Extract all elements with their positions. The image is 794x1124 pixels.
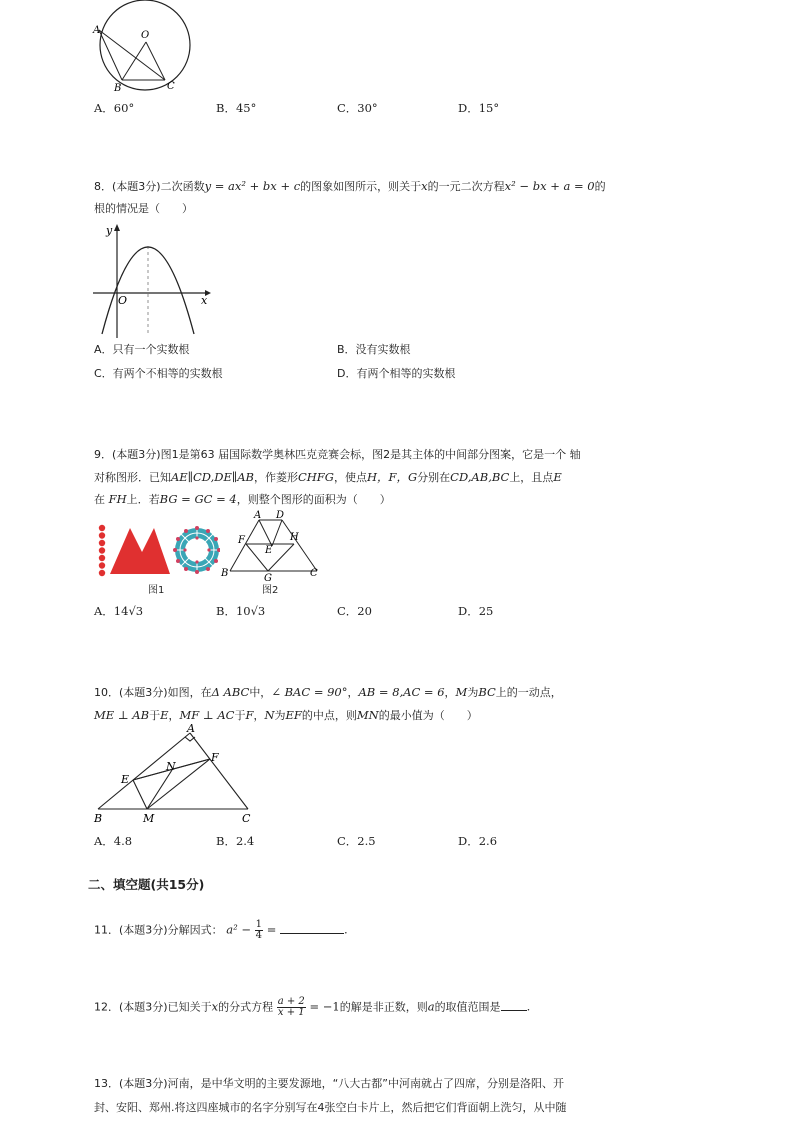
q10-triangle-figure: [90, 724, 260, 826]
q12-answer-blank[interactable]: [501, 1010, 527, 1011]
q10-label-e: E: [121, 773, 130, 786]
q12-stem: [94, 997, 530, 1018]
q9-label-d: D: [276, 510, 285, 521]
q8-stem-line2: 根的情况是（ ）: [94, 202, 193, 215]
q10-l2f: 于: [234, 709, 246, 722]
q11-expr: a² −: [226, 922, 251, 937]
q8-option-c: C．有两个不相等的实数根: [94, 367, 223, 380]
q7-label-a: A: [93, 25, 101, 36]
q10-l2a: ME ⊥ AB: [94, 708, 150, 722]
q10-option-a: A．4.8: [94, 834, 133, 848]
q12-tail: 的取值范围是: [434, 1000, 501, 1014]
q9-l2a: 对称图形．已知: [94, 471, 171, 484]
q9-label-b: B: [221, 568, 229, 579]
q10-l1e: ，: [347, 686, 359, 699]
q10-l2e: MF ⊥ AC: [179, 708, 235, 722]
q12-mid2: 的解是非正数，则: [339, 1000, 428, 1014]
q9-l2f: H，F，G: [366, 470, 418, 484]
q8-stem-line1: [94, 179, 606, 194]
q10-label-b: B: [94, 812, 103, 825]
q12-rhs: = −1: [309, 999, 340, 1014]
q10-label-m: M: [143, 812, 155, 825]
q10-l2m: MN: [356, 708, 379, 722]
q10-option-c: C．2.5: [337, 834, 376, 848]
q11-answer-blank[interactable]: [280, 933, 344, 934]
q9-l2g: 分别在: [417, 471, 451, 484]
q11-eq: =: [266, 922, 277, 937]
q9-l3a: 在: [94, 493, 105, 506]
q9-stem-line3: [94, 492, 391, 507]
q12-var2: a: [427, 999, 435, 1014]
q10-side-ab: [98, 733, 190, 809]
q10-l2k: EF: [285, 708, 302, 722]
q10-l2d: ，: [168, 709, 180, 722]
q8-label-x: x: [201, 294, 208, 307]
q12-var: x: [211, 999, 219, 1014]
q10-side-ac: [190, 733, 248, 809]
q10-l2b: 于: [149, 709, 161, 722]
q10-l2l: 的中点，则: [301, 709, 357, 722]
q9-l3d: BG = GC = 4: [159, 492, 237, 506]
q7-label-o: O: [141, 30, 150, 41]
q10-label-n: N: [166, 760, 176, 773]
q8-tail: 的: [594, 180, 606, 193]
q10-l1g: ，: [444, 686, 456, 699]
q10-l2j: 为: [274, 709, 286, 722]
q8-option-b: B．没有实数根: [337, 343, 411, 356]
q10-label-f: F: [211, 751, 219, 764]
q10-l2h: ，: [253, 709, 265, 722]
section-2-heading: 二、填空题(共15分): [88, 877, 205, 892]
q9-l2i: 上，且点: [509, 471, 554, 484]
q7-option-d: D．15°: [458, 101, 500, 115]
q9-label-f: F: [238, 535, 245, 546]
q10-l1b: Δ ABC: [211, 685, 250, 699]
q13-stem-line1: 13．(本题3分)河南，是中华文明的主要发源地，“八大古都”中河南就占了四席，分别是洛阳、开: [94, 1077, 564, 1090]
q12-fraction: [277, 997, 306, 1018]
q12-den: x + 1: [277, 1007, 305, 1018]
q9-stem-line1: 9．(本题3分)图1是第63 届国际数学奥林匹克竞赛会标，图2是其主体的中间部分图案，它是一个 轴: [94, 448, 581, 461]
q10-l1c: 中，: [249, 686, 272, 699]
q10-l1k: 上的一动点，: [495, 686, 562, 699]
q11-den: 4: [255, 930, 263, 941]
q8-mid: 的图象如图所示，则关于: [300, 180, 422, 193]
q9-red-mountains: [110, 528, 170, 574]
q8-eq1: y = ax² + bx + c: [204, 179, 301, 193]
q10-stem-line2: [94, 708, 478, 723]
q8-head: 8．(本题3分)二次函数: [94, 180, 205, 193]
q10-l2i: N: [264, 708, 275, 722]
q9-label-g: G: [264, 573, 272, 584]
q9-label-h: H: [290, 532, 299, 543]
q9-geometry-figure: [216, 508, 326, 590]
q9-l2j: E: [553, 470, 562, 484]
q9-option-d: D．25: [458, 604, 494, 618]
q8-eq2: x² − bx + a = 0: [504, 179, 595, 193]
q10-l1i: 为: [467, 686, 479, 699]
q10-l1d: ∠ BAC = 90°: [271, 685, 348, 699]
q8-option-d: D．有两个相等的实数根: [337, 367, 456, 380]
q10-label-a: A: [187, 724, 195, 735]
q10-l1h: M: [455, 685, 468, 699]
q9-l2c: ，作菱形: [253, 471, 298, 484]
q9-stem-line2: [94, 470, 562, 485]
q8-var: x: [421, 179, 428, 193]
q9-imo-logo-figure: [96, 522, 220, 584]
q9-option-a: A．14√3: [94, 604, 144, 618]
q9-l3e: ，则整个图形的面积为（ ）: [236, 493, 391, 506]
q9-label-e: E: [265, 545, 273, 556]
q7-label-b: B: [114, 83, 122, 94]
q7-label-c: C: [167, 81, 175, 92]
q7-option-c: C．30°: [337, 101, 378, 115]
q9-fig1-caption: 图1: [148, 585, 165, 596]
q10-label-c: C: [242, 812, 251, 825]
q9-option-c: C．20: [337, 604, 372, 618]
q7-circle-figure: [90, 0, 200, 95]
q10-l2c: E: [160, 708, 169, 722]
q11-stem: [94, 920, 348, 941]
q10-stem-line1: [94, 685, 562, 700]
q11-end: .: [343, 922, 348, 937]
q11-head: 11．(本题3分)分解因式：: [94, 923, 223, 937]
q9-l2e: ，使点: [333, 471, 367, 484]
q12-mid: 的分式方程: [218, 1000, 274, 1014]
q9-l3b: FH: [108, 492, 127, 506]
q9-fig2-caption: 图2: [262, 585, 279, 596]
q11-fraction: [255, 920, 263, 941]
q9-l2b: AE∥CD,DE∥AB: [171, 470, 254, 484]
q12-head: 12．(本题3分)已知关于: [94, 1000, 212, 1014]
q8-parabola-figure: [90, 222, 215, 340]
q9-l2d: CHFG: [297, 470, 334, 484]
q8-label-o: O: [118, 294, 128, 307]
q10-l1j: BC: [478, 685, 496, 699]
q7-circle: [100, 0, 190, 90]
q9-l2h: CD,AB,BC: [450, 470, 510, 484]
q11-num: 1: [255, 919, 263, 930]
q10-l1f: AB = 8,AC = 6: [358, 685, 445, 699]
q10-option-d: D．2.6: [458, 834, 498, 848]
q7-option-a: A．60°: [94, 101, 135, 115]
q8-option-a: A．只有一个实数根: [94, 343, 190, 356]
q12-end: .: [526, 999, 531, 1014]
q10-option-b: B．2.4: [216, 834, 255, 848]
q10-l2n: 的最小值为（ ）: [378, 709, 478, 722]
q7-option-b: B．45°: [216, 101, 257, 115]
q12-num: a + 2: [277, 996, 305, 1007]
q13-stem-line2: 封、安阳、郑州.将这四座城市的名字分别写在4张空白卡片上，然后把它们背面朝上洗匀，从中随: [94, 1101, 567, 1114]
q10-l2g: F: [245, 708, 254, 722]
q10-l1a: 10．(本题3分)如图，在: [94, 686, 212, 699]
q9-option-b: B．10√3: [216, 604, 266, 618]
q8-mid2: 的一元二次方程: [427, 180, 505, 193]
q8-label-y: y: [106, 224, 113, 237]
q9-l3c: 上．若: [126, 493, 160, 506]
q9-label-a: A: [254, 510, 262, 521]
q9-label-c: C: [310, 568, 318, 579]
